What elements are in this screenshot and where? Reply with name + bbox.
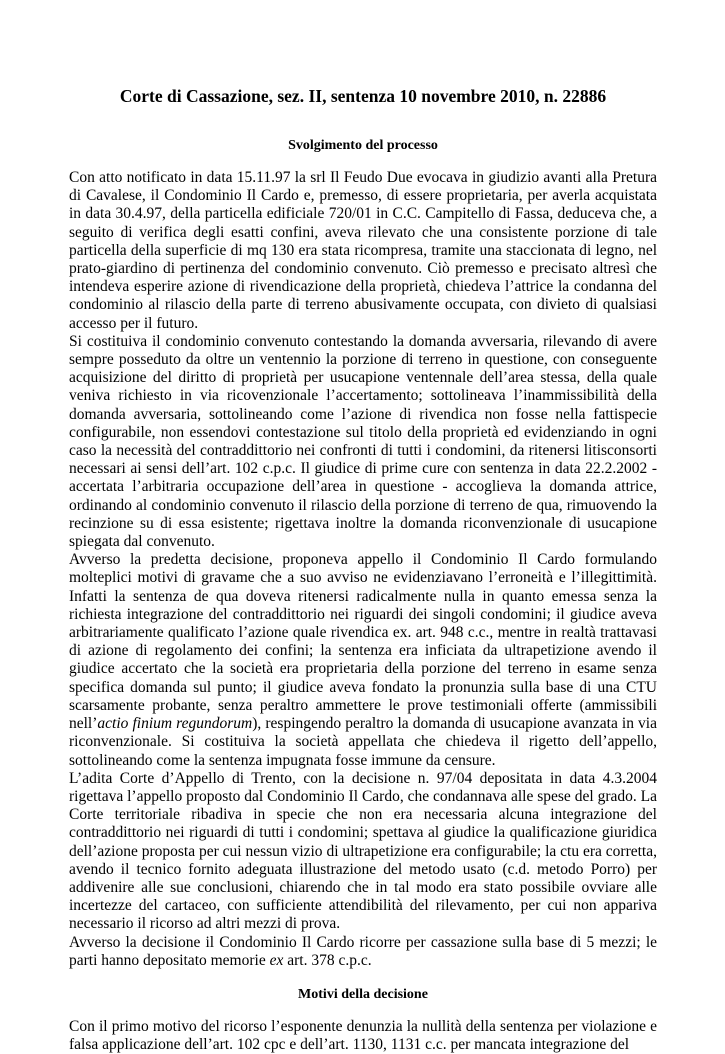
paragraph-text: Con atto notificato in data 15.11.97 la srl Il Feudo Due evocava in giudizio avanti alla Pretura di Cavalese, il Condominio Il Cardo e, premesso, di essere proprietaria, per averla acquistata in data 30.4.97, della particella edificiale 720/01 in C.C. Campitello di Fassa, deduceva che, a seguito di verifica degli esatti confini, aveva rilevato che una consistente porzione di tale particella della superficie di mq 130 era stata ricompresa, tramite una staccionata di legno, nel prato-giardino di pertinenza del condominio convenuto. Ciò premesso e precisato altresì che intendeva esperire azione di rivendicazione della proprietà, chiedeva l’attrice la condanna del condominio al rilascio della parte di terreno abusivamente occupata, con divieto di qualsiasi accesso per il futuro. (69, 169, 657, 332)
paragraph (69, 169, 657, 333)
document-page (69, 84, 657, 1054)
latin-term: actio finium regundorum (97, 715, 253, 733)
paragraph-text: Si costituiva il condominio convenuto contestando la domanda avversaria, rilevando di avere sempre posseduto da oltre un ventennio la porzione di terreno in questione, con conseguente acquisizione del diritto di proprietà per usucapione ventennale dell’area stessa, della quale veniva richiesto in via ricovenzionale l’accertamento; sottolineava l’inammissibilità della domanda avversaria, sottolineando come l’azione di rivendica non fosse nella fattispecie configurabile, non essendovi contestazione sul titolo della proprietà ed evidenziando in ogni caso la necessità del contraddittorio nei confronti di tutti i condomini, da ritenersi litisconsorti necessari ai sensi dell’art. 102 c.p.c. Il giudice di prime cure con sentenza in data 22.2.2002 - accertata l’arbitraria occupazione dell’area in questione - accoglieva la domanda attrice, ordinando al condominio convenuto il rilascio della porzione di terreno de qua, rimuovendo la recinzione su di essa esistente; rigettava inoltre la domanda riconvenzionale di usucapione spiegata dal convenuto. (69, 332, 657, 551)
paragraph-text: ), respingendo peraltro la domanda di usucapione avanzata in via riconvenzionale. Si costituiva la società appellata che chiedeva il rigetto dell’appello, sottolineando come la sentenza impugnata fosse immune da censure. (69, 715, 657, 769)
latin-term: ex (269, 951, 284, 969)
section-heading-motivi: Motivi della decisione (298, 986, 428, 1002)
paragraph (69, 333, 657, 551)
paragraph (69, 1018, 657, 1054)
section-heading-svolgimento: Svolgimento del processo (288, 138, 438, 153)
paragraph (69, 770, 657, 934)
paragraph-text: Avverso la predetta decisione, proponeva appello il Condominio Il Cardo formulando molteplici motivi di gravame che a suo avviso ne evidenziavano l’erroneità e l’illegittimità. Infatti la sentenza de qua doveva ritenersi radicalmente nulla in quanto emessa senza la richiesta integrazione del contraddittorio nei riguardi dei singoli condomini; il giudice aveva arbitrariamente qualificato l’azione quale rivendica ex. art. 948 c.c., mentre in realtà trattavasi di azione di regolamento dei confini; la sentenza era inficiata da ultrapetizione avendo il giudice accertato che la società era proprietaria della porzione del terreno in esame senza specifica domanda sul punto; il giudice aveva fondato la pronunzia sulla base di una CTU scarsamente probante, senza peraltro ammettere le prove testimoniali offerte (ammissibili nell’ (69, 551, 657, 733)
paragraph-text: Con il primo motivo del ricorso l’esponente denunzia la nullità della sentenza per violazione e falsa applicazione dell’art. 102 cpc e dell’art. 1130, 1131 c.c. per mancata integrazione del (69, 1017, 657, 1054)
paragraph (69, 934, 657, 970)
section-body-svolgimento (69, 169, 657, 970)
document-title: Corte di Cassazione, sez. II, sentenza 10 novembre 2010, n. 22886 (119, 86, 607, 106)
section-body-motivi (69, 1018, 657, 1054)
paragraph (69, 551, 657, 769)
paragraph-text: Avverso la decisione il Condominio Il Cardo ricorre per cassazione sulla base di 5 mezzi; le parti hanno depositato memorie (69, 933, 657, 969)
paragraph-text: L’adita Corte d’Appello di Trento, con la decisione n. 97/04 depositata in data 4.3.2004 rigettava l’appello proposto dal Condominio Il Cardo, che condannava alle spese del grado. La Corte territoriale ribadiva in specie che non era necessaria alcuna integrazione del contraddittorio nei riguardi di tutti i condomini; spettava al giudice la qualificazione giuridica dell’azione proposta per cui nessun vizio di ultrapetizione era configurabile; la ctu era corretta, avendo il tecnico fornito adeguata illustrazione del metodo usato (c.d. metodo Porro) per addivenire alle sue conclusioni, chiarendo che in tal modo era stato possibile ovviare alle incertezze del cartaceo, con sufficiente attendibilità del rilevamento, per cui non appariva necessario il ricorso ad altri mezzi di prova. (69, 769, 657, 933)
paragraph-text: art. 378 c.p.c. (283, 951, 372, 969)
